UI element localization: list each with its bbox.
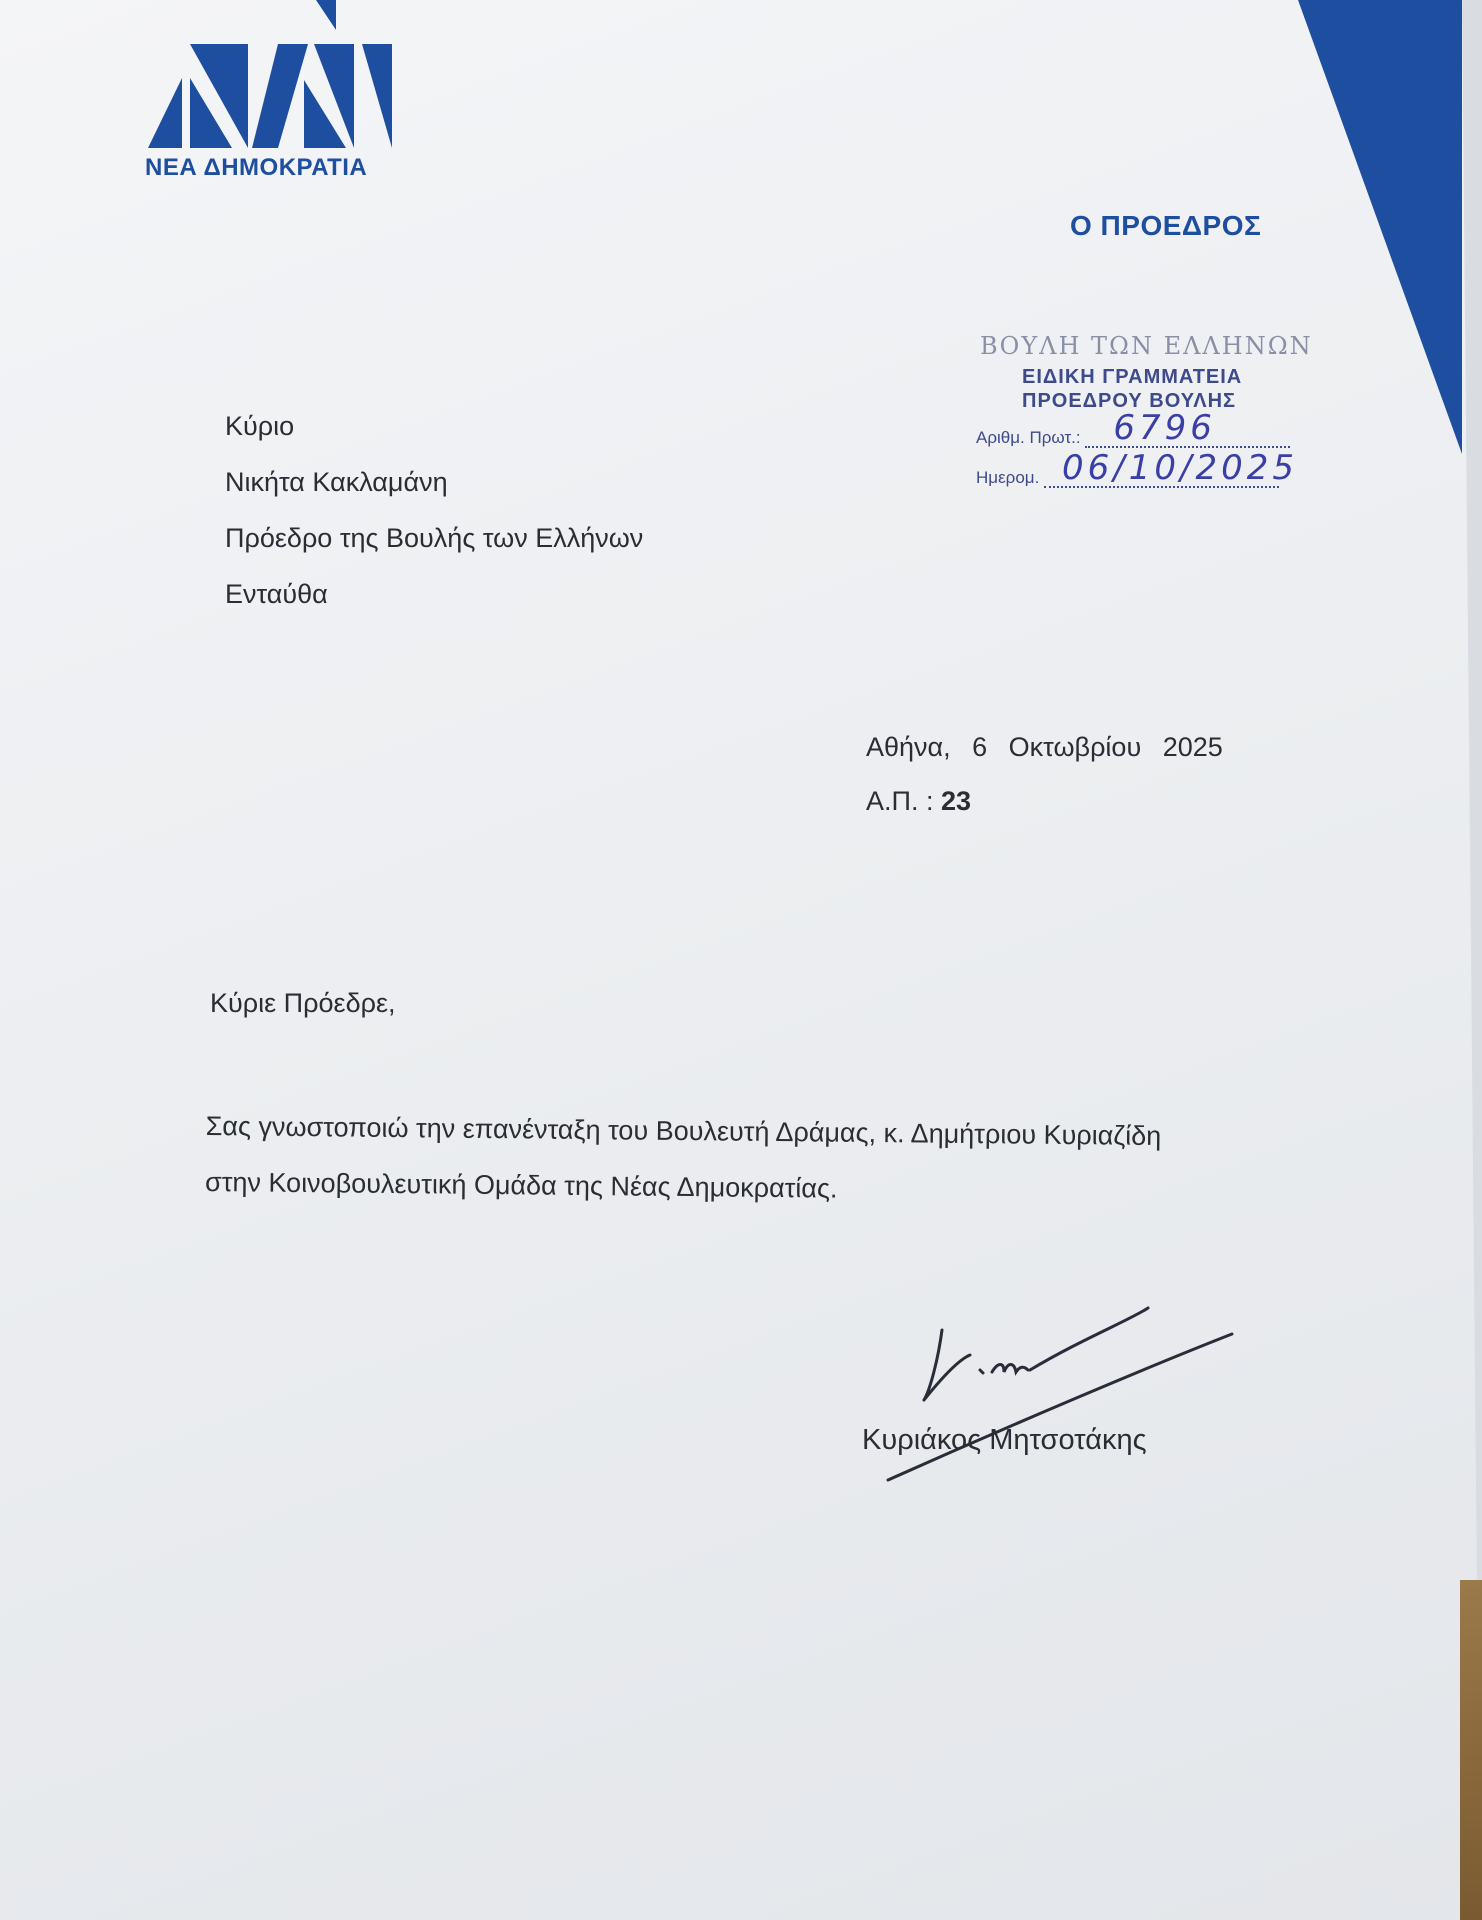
handwritten-signature (880, 1300, 1260, 1490)
recipient-location: Ενταύθα (225, 579, 328, 609)
received-stamp (970, 332, 1350, 512)
recipient-title: Πρόεδρο της Βουλής των Ελλήνων (225, 523, 644, 553)
body-line: στην Κοινοβουλευτική Ομάδα της Νέας Δημοκρατίας. (204, 1166, 838, 1204)
reference-number (866, 786, 971, 817)
salutation: Κύριε Πρόεδρε, (210, 988, 396, 1018)
stamp-parliament: ΒΟΥΛΗ ΤΩΝ ΕΛΛΗΝΩΝ (980, 332, 1313, 360)
place-date: Αθήνα, 6 Οκτωβρίου 2025 (866, 732, 1223, 762)
stamp-number-row (976, 408, 1290, 448)
reference-label: Α.Π. : (866, 786, 934, 816)
signer-name: Κυριάκος Μητσοτάκης (862, 1424, 1147, 1456)
office-title: Ο ΠΡΟΕΔΡΟΣ (1070, 210, 1262, 241)
stamp-date-value: 06/10/2025 (1062, 448, 1298, 488)
body-line: Σας γνωστοποιώ την επανένταξη του Βουλευτή Δράμας, κ. Δημήτριου Κυριαζίδη (205, 1110, 1162, 1152)
recipient-line: Κύριο (225, 411, 295, 441)
table-edge (1460, 1580, 1482, 1920)
stamp-date-label: Ημερομ. (976, 468, 1040, 487)
letter-body (205, 1098, 1162, 1220)
recipient-name: Νικήτα Κακλαμάνη (225, 467, 448, 497)
stamp-office: ΠΡΟΕΔΡΟΥ ΒΟΥΛΗΣ (1022, 390, 1237, 412)
stamp-date-row (976, 448, 1298, 488)
stamp-number-label: Αριθμ. Πρωτ.: (976, 428, 1081, 447)
party-name: ΝΕΑ ΔΗΜΟΚΡΑΤΙΑ (145, 154, 368, 181)
stamp-secretariat: ΕΙΔΙΚΗ ΓΡΑΜΜΑΤΕΙΑ (1022, 366, 1243, 388)
recipient-block (225, 398, 643, 622)
reference-value: 23 (941, 786, 972, 816)
stamp-number-value: 6796 (1113, 408, 1216, 448)
